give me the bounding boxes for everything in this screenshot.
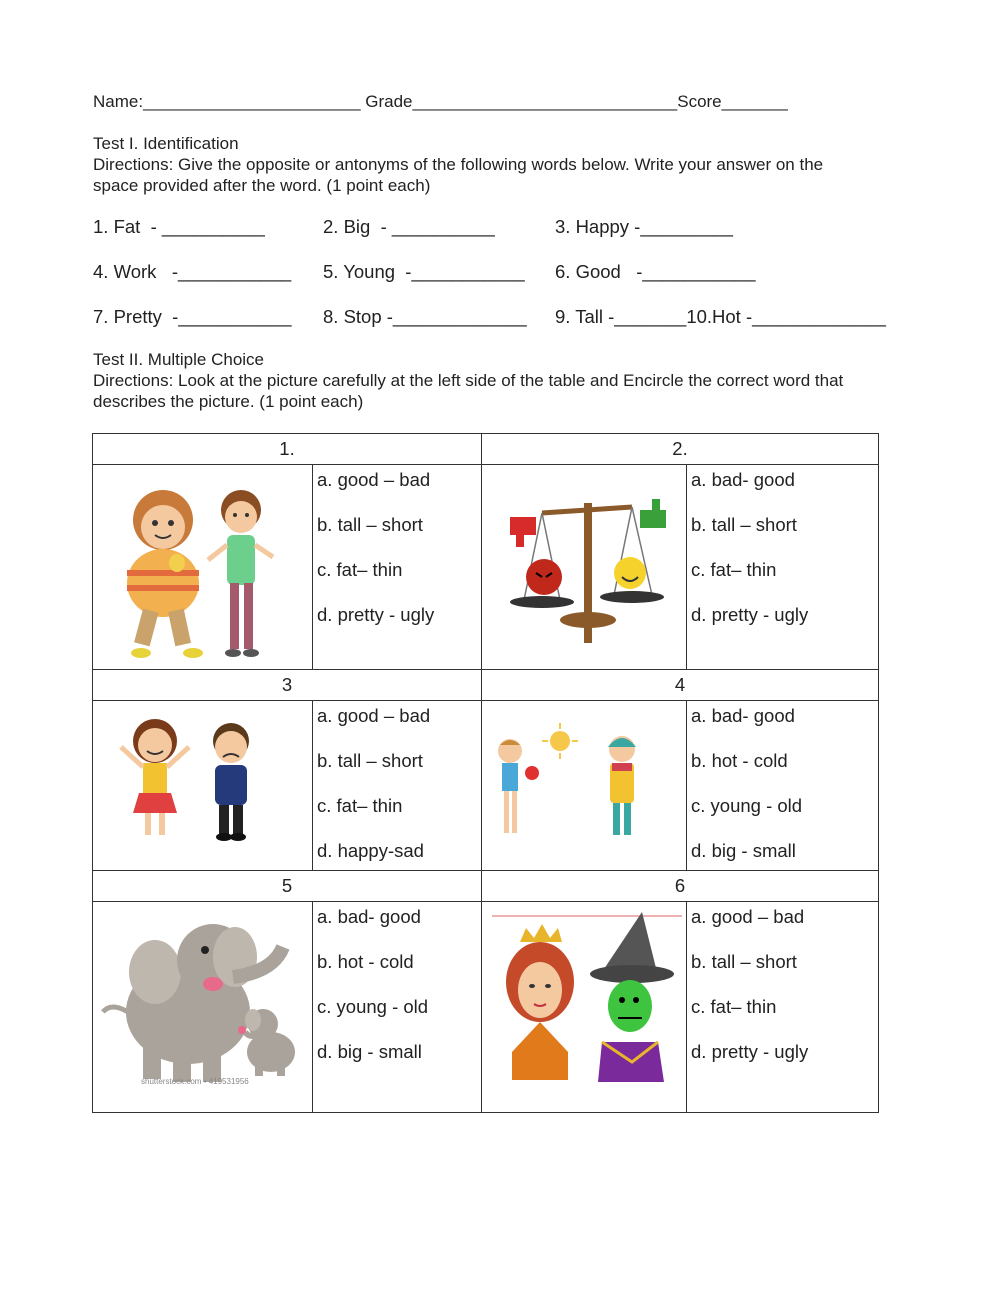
- question-1-option-b[interactable]: b. tall – short: [317, 514, 423, 535]
- question-1-option-a[interactable]: a. good – bad: [317, 469, 431, 490]
- question-1-option-d[interactable]: d. pretty - ugly: [317, 604, 435, 625]
- test1-item-7: 7. Pretty -___________: [93, 306, 292, 327]
- test2-directions-line1: Directions: Look at the picture carefully at the left side of the table and Encircle the correct word that: [93, 371, 844, 390]
- happy-sad-kids-illustration: [93, 701, 311, 869]
- test1-item-5: 5. Young -___________: [323, 261, 525, 282]
- test1-item-3: 3. Happy -_________: [555, 216, 733, 237]
- question-5-option-d[interactable]: d. big - small: [317, 1041, 422, 1062]
- question-6-picture: [482, 902, 687, 1113]
- pretty-ugly-women-illustration: [482, 902, 685, 1111]
- question-2-option-d[interactable]: d. pretty - ugly: [691, 604, 809, 625]
- question-3-option-b[interactable]: b. tall – short: [317, 750, 423, 771]
- good-bad-scale-illustration: [482, 465, 685, 668]
- question-5-option-b[interactable]: b. hot - cold: [317, 951, 414, 972]
- hot-cold-kids-illustration: [482, 701, 685, 869]
- question-5-option-c[interactable]: c. young - old: [317, 996, 429, 1017]
- question-5-options: [313, 902, 482, 1113]
- question-1-picture: [93, 465, 313, 670]
- test2-title: Test II. Multiple Choice: [93, 350, 265, 369]
- fat-thin-kids-illustration: [93, 465, 311, 668]
- question-2-number: 2.: [482, 434, 879, 465]
- question-2-option-a[interactable]: a. bad- good: [691, 469, 795, 490]
- test1-item-1: 1. Fat - __________: [93, 216, 265, 237]
- test1-item-4: 4. Work -___________: [93, 261, 292, 282]
- question-3-options: [313, 701, 482, 871]
- test1-item-6: 6. Good -___________: [555, 261, 756, 282]
- question-3-option-a[interactable]: a. good – bad: [317, 705, 431, 726]
- test2-directions-line2: describes the picture. (1 point each): [93, 392, 364, 411]
- question-6-option-d[interactable]: d. pretty - ugly: [691, 1041, 809, 1062]
- question-1-options: [313, 465, 482, 670]
- multiple-choice-table: [92, 433, 879, 1113]
- question-2-options: [687, 465, 879, 670]
- question-4-number: 4: [482, 670, 879, 701]
- question-1-option-c[interactable]: c. fat– thin: [317, 559, 403, 580]
- question-6-option-b[interactable]: b. tall – short: [691, 951, 797, 972]
- question-3-option-c[interactable]: c. fat– thin: [317, 795, 403, 816]
- question-4-option-c[interactable]: c. young - old: [691, 795, 803, 816]
- question-5-picture: [93, 902, 313, 1113]
- test1-item-9-10: 9. Tall -_______10.Hot -_____________: [555, 306, 886, 327]
- image-watermark: shutterstock.com • 419531956: [141, 1077, 249, 1086]
- question-2-option-c[interactable]: c. fat– thin: [691, 559, 777, 580]
- test1-item-2: 2. Big - __________: [323, 216, 495, 237]
- question-1-number: 1.: [93, 434, 482, 465]
- test1-directions-line1: Directions: Give the opposite or antonyms of the following words below. Write your answer on the: [93, 155, 824, 174]
- test1-title: Test I. Identification: [93, 134, 239, 153]
- question-6-option-c[interactable]: c. fat– thin: [691, 996, 777, 1017]
- question-6-options: [687, 902, 879, 1113]
- question-5-number: 5: [93, 871, 482, 902]
- test1-item-8: 8. Stop -_____________: [323, 306, 527, 327]
- question-3-picture: [93, 701, 313, 871]
- question-4-option-a[interactable]: a. bad- good: [691, 705, 795, 726]
- question-2-picture: [482, 465, 687, 670]
- question-6-option-a[interactable]: a. good – bad: [691, 906, 805, 927]
- question-4-option-b[interactable]: b. hot - cold: [691, 750, 788, 771]
- big-small-elephants-illustration: [93, 902, 311, 1111]
- question-2-option-b[interactable]: b. tall – short: [691, 514, 797, 535]
- question-4-picture: [482, 701, 687, 871]
- student-info-line: Name:_______________________ Grade____________________________Score_______: [93, 92, 788, 111]
- test1-directions-line2: space provided after the word. (1 point each): [93, 176, 431, 195]
- question-6-number: 6: [482, 871, 879, 902]
- question-4-option-d[interactable]: d. big - small: [691, 840, 796, 861]
- question-4-options: [687, 701, 879, 871]
- question-5-option-a[interactable]: a. bad- good: [317, 906, 421, 927]
- question-3-option-d[interactable]: d. happy-sad: [317, 840, 424, 861]
- question-3-number: 3: [93, 670, 482, 701]
